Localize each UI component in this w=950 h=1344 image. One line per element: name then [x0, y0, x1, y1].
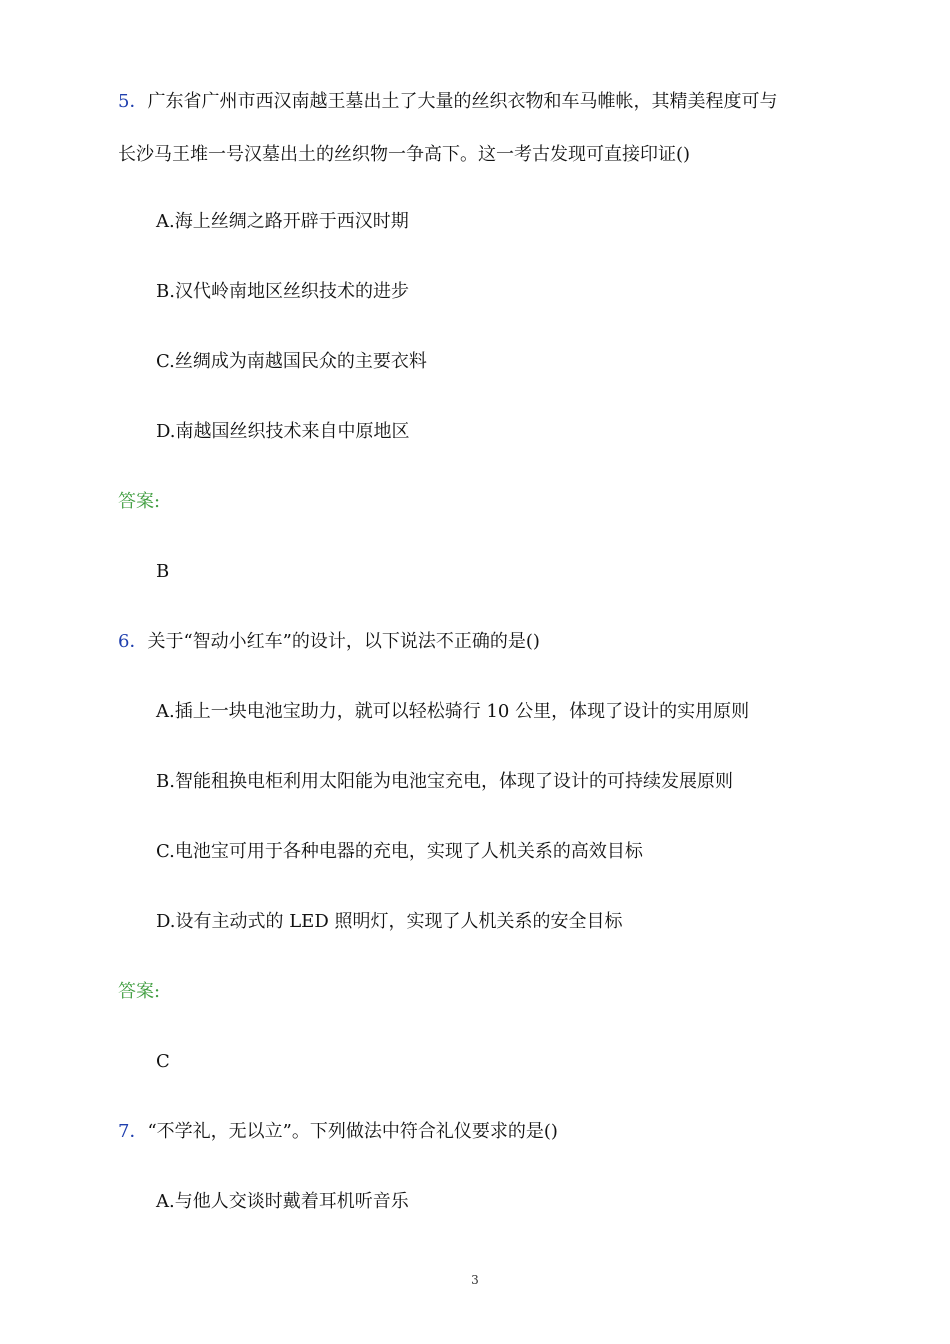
- question-7-text-1: “不学礼，无以立”。下列做法中符合礼仪要求的是(): [147, 1121, 558, 1142]
- question-6-option-b: B.智能租换电柜利用太阳能为电池宝充电，体现了设计的可持续发展原则: [156, 771, 733, 792]
- question-5-stem-line-1: [118, 90, 777, 114]
- question-5-option-d: D.南越国丝织技术来自中原地区: [156, 421, 410, 442]
- question-5-option-b: B.汉代岭南地区丝织技术的进步: [156, 281, 409, 302]
- question-6-option-c: C.电池宝可用于各种电器的充电，实现了人机关系的高效目标: [156, 841, 643, 862]
- question-6-answer-label: 答案:: [118, 981, 161, 1002]
- question-5-text-1: 广东省广州市西汉南越王墓出土了大量的丝织衣物和车马帷帐，其精美程度可与: [147, 91, 778, 112]
- question-5-stem-line-2: 长沙马王堆一号汉墓出土的丝织物一争高下。这一考古发现可直接印证(): [118, 144, 691, 165]
- question-5-option-a: A.海上丝绸之路开辟于西汉时期: [156, 211, 409, 232]
- question-7-number: 7．: [118, 1121, 148, 1142]
- question-6-number: 6．: [118, 631, 148, 652]
- question-7-option-a: A.与他人交谈时戴着耳机听音乐: [156, 1191, 409, 1212]
- question-5-answer-label: 答案:: [118, 491, 161, 512]
- question-6-text-1: 关于“智动小红车”的设计，以下说法不正确的是(): [147, 631, 540, 652]
- question-6-answer: C: [156, 1051, 170, 1072]
- question-6-option-d: D.设有主动式的 LED 照明灯，实现了人机关系的安全目标: [156, 911, 623, 932]
- page-number: 3: [471, 1273, 479, 1287]
- question-6-option-a: A.插上一块电池宝助力，就可以轻松骑行 10 公里，体现了设计的实用原则: [156, 701, 750, 722]
- question-5-answer: B: [156, 561, 170, 582]
- question-5-option-c: C.丝绸成为南越国民众的主要衣料: [156, 351, 427, 372]
- question-5-number: 5．: [118, 91, 148, 112]
- question-6-stem-line-1: [118, 630, 540, 654]
- question-7-stem-line-1: [118, 1120, 558, 1144]
